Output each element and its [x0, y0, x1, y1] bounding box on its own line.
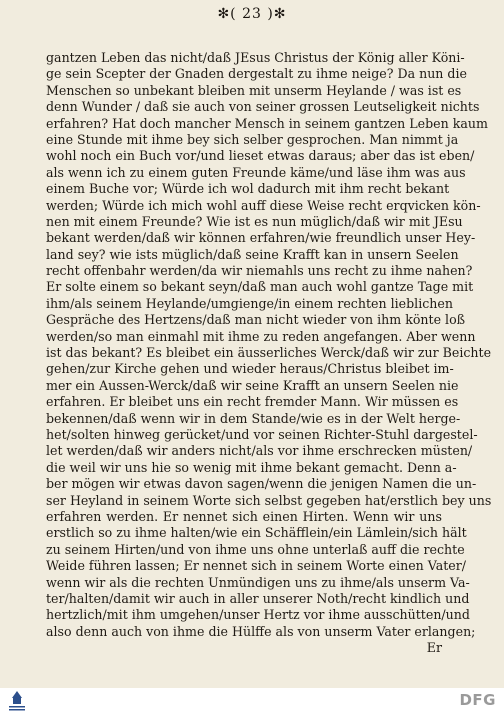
text-line: nen mit einem Freunde? Wie ist es nun müglich/daß wir mit JEsu [46, 213, 463, 229]
dfg-logo: DFG [459, 691, 496, 709]
text-line: land sey? wie ists müglich/daß seine Krafft kan in unsern Seelen [46, 246, 459, 262]
text-line: einem Buche vor; Würde ich wol dadurch mit ihm recht bekant [46, 181, 450, 197]
text-line: recht offenbahr werden/da wir niemahls uns recht zu ihme nahen? [46, 263, 473, 279]
text-line: ge sein Scepter der Gnaden dergestalt zu ihme neige? Da nun die [46, 66, 467, 82]
text-line: bekant werden/daß wir können erfahren/wie freundlich unser Hey- [46, 230, 476, 246]
text-line: ihm/als seinem Heylande/umgienge/in einem rechten lieblichen [46, 295, 453, 311]
text-line: erfahren. Er bleibet uns ein recht fremder Mann. Wir müssen es [46, 394, 459, 410]
text-line: werden/so man einmahl mit ihme zu reden angefangen. Aber wenn [46, 328, 476, 344]
text-line: wenn wir als die rechten Unmündigen uns zu ihme/als unserm Va- [46, 574, 470, 590]
text-line: wohl noch ein Buch vor/und lieset etwas daraus; aber das ist eben/ [46, 148, 475, 164]
text-line: werden; Würde ich mich wohl auff diese Weise recht erqvicken kön- [46, 197, 481, 213]
library-logo-icon [6, 688, 28, 712]
text-line: erfahren werden. Er nennet sich einen Hirten. Wenn wir uns [46, 508, 442, 524]
page-number-header: ✻( 23 )✻ [217, 6, 287, 22]
text-line: also denn auch von ihme die Hülffe als von unserm Vater erlangen; [46, 623, 476, 639]
text-line: ser Heyland in seinem Worte sich selbst gegeben hat/erstlich bey uns [46, 492, 492, 508]
text-line: let werden/daß wir anders nicht/als vor ihme erschrecken müsten/ [46, 443, 473, 459]
body-text [46, 50, 492, 656]
text-line: Weide führen lassen; Er nennet sich in seinem Worte einen Vater/ [46, 558, 467, 574]
text-line: gehen/zur Kirche gehen und wieder heraus/Christus bleibet im- [46, 361, 454, 377]
text-line: mer ein Aussen-Werck/daß wir seine Krafft an unsern Seelen nie [46, 377, 459, 393]
text-line: als wenn ich zu einem guten Freunde käme/und läse ihm was aus [46, 164, 466, 180]
text-line: denn Wunder / daß sie auch von seiner grossen Leutseligkeit nichts [46, 99, 480, 115]
catchword: Er [426, 640, 442, 656]
text-line: erstlich so zu ihme halten/wie ein Schäfflein/ein Lämlein/sich hält [46, 525, 467, 541]
text-line: ist das bekant? Es bleibet ein äusserliches Werck/daß wir zur Beichte [46, 345, 492, 361]
text-line: hertzlich/mit ihm umgehen/unser Hertz vor ihme ausschütten/und [46, 607, 470, 623]
text-line: Gespräche des Hertzens/daß man nicht wieder von ihm könte loß [46, 312, 466, 328]
text-line: Er solte einem so bekant seyn/daß man auch wohl gantze Tage mit [46, 279, 474, 295]
text-line: bekennen/daß wenn wir in dem Stande/wie es in der Welt herge- [46, 410, 461, 426]
text-line: die weil wir uns hie so wenig mit ihme bekant gemacht. Denn a- [46, 459, 457, 475]
text-line: zu seinem Hirten/und von ihme uns ohne unterlaß auff die rechte [46, 541, 465, 557]
text-line: het/solten hinweg gerücket/und vor seinen Richter-Stuhl dargestel- [46, 426, 478, 442]
text-line: erfahren? Hat doch mancher Mensch in seinem gantzen Leben kaum [46, 115, 488, 131]
viewer-footer [0, 688, 504, 714]
text-line: gantzen Leben das nicht/daß JEsus Christus der König aller Köni- [46, 50, 465, 65]
text-line: ter/halten/damit wir auch in aller unserer Noth/recht kindlich und [46, 590, 470, 606]
text-line: ber mögen wir etwas davon sagen/wenn die jenigen Namen die un- [46, 476, 477, 492]
text-line: eine Stunde mit ihme bey sich selber gesprochen. Man nimmt ja [46, 131, 459, 147]
text-line: Menschen so unbekant bleiben mit unserm Heylande / was ist es [46, 82, 462, 98]
